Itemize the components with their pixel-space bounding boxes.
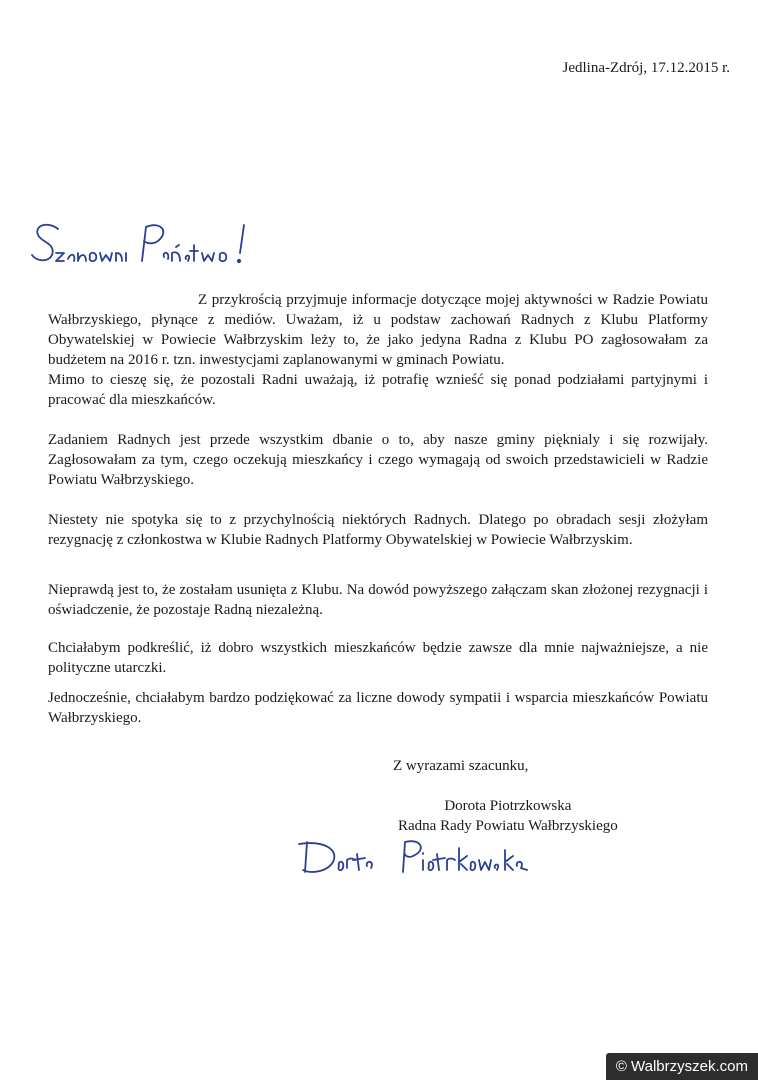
closing-line: Z wyrazami szacunku,	[393, 758, 529, 774]
paragraph-3: Zadaniem Radnych jest przede wszystkim dbanie o to, aby nasze gminy pięknialy i się rozwijały. Zagłosowałam za tym, czego oczekują mieszkańcy i czego wymagają od swoich przedstawicieli w Radzie Powiatu Wałbrzyskiego.	[48, 432, 708, 488]
watermark-badge: © Walbrzyszek.com	[606, 1053, 758, 1080]
paragraph-5: Nieprawdą jest to, że zostałam usunięta z Klubu. Na dowód powyższego załączam skan złożonej rezygnacji i oświadczenie, że pozostaje Radną niezależną.	[48, 582, 708, 618]
signer-block	[398, 796, 618, 836]
paragraph-2: Mimo to cieszę się, że pozostali Radni uważają, iż potrafię wznieść się ponad podziałami partyjnymi i pracować dla mieszkańców.	[48, 372, 708, 408]
paragraph-7: Jednocześnie, chciałabym bardzo podziękować za liczne dowody sympatii i wsparcia mieszkańców Powiatu Wałbrzyskiego.	[48, 690, 708, 726]
handwritten-signature	[295, 836, 535, 886]
paragraph-1: Z przykrością przyjmuje informacje dotyczące mojej aktywności w Radzie Powiatu Wałbrzyskiego, płynące z mediów. Uważam, iż u podstaw zachowań Radnych z Klubu Platformy Obywatelskiej w Powiecie Wałbrzyskim leży to, że jako jedyna Radna z Klubu PO zagłosowałam za budżetem na 2016 r. tzn. inwestycjami zaplanowanymi w gminach Powiatu.	[48, 292, 708, 368]
handwritten-salutation	[30, 215, 260, 275]
paragraph-6: Chciałabym podkreślić, iż dobro wszystkich mieszkańców będzie zawsze dla mnie najważniejsze, a nie polityczne utarczki.	[48, 640, 708, 676]
signer-title: Radna Rady Powiatu Wałbrzyskiego	[398, 818, 618, 834]
signer-name: Dorota Piotrzkowska	[444, 798, 572, 814]
letter-date: Jedlina-Zdrój, 17.12.2015 r.	[562, 60, 730, 76]
paragraph-4: Niestety nie spotyka się to z przychylnością niektórych Radnych. Dlatego po obradach sesji złożyłam rezygnację z członkostwa w Klubie Radnych Platformy Obywatelskiej w Powiecie Wałbrzyskim.	[48, 512, 708, 548]
